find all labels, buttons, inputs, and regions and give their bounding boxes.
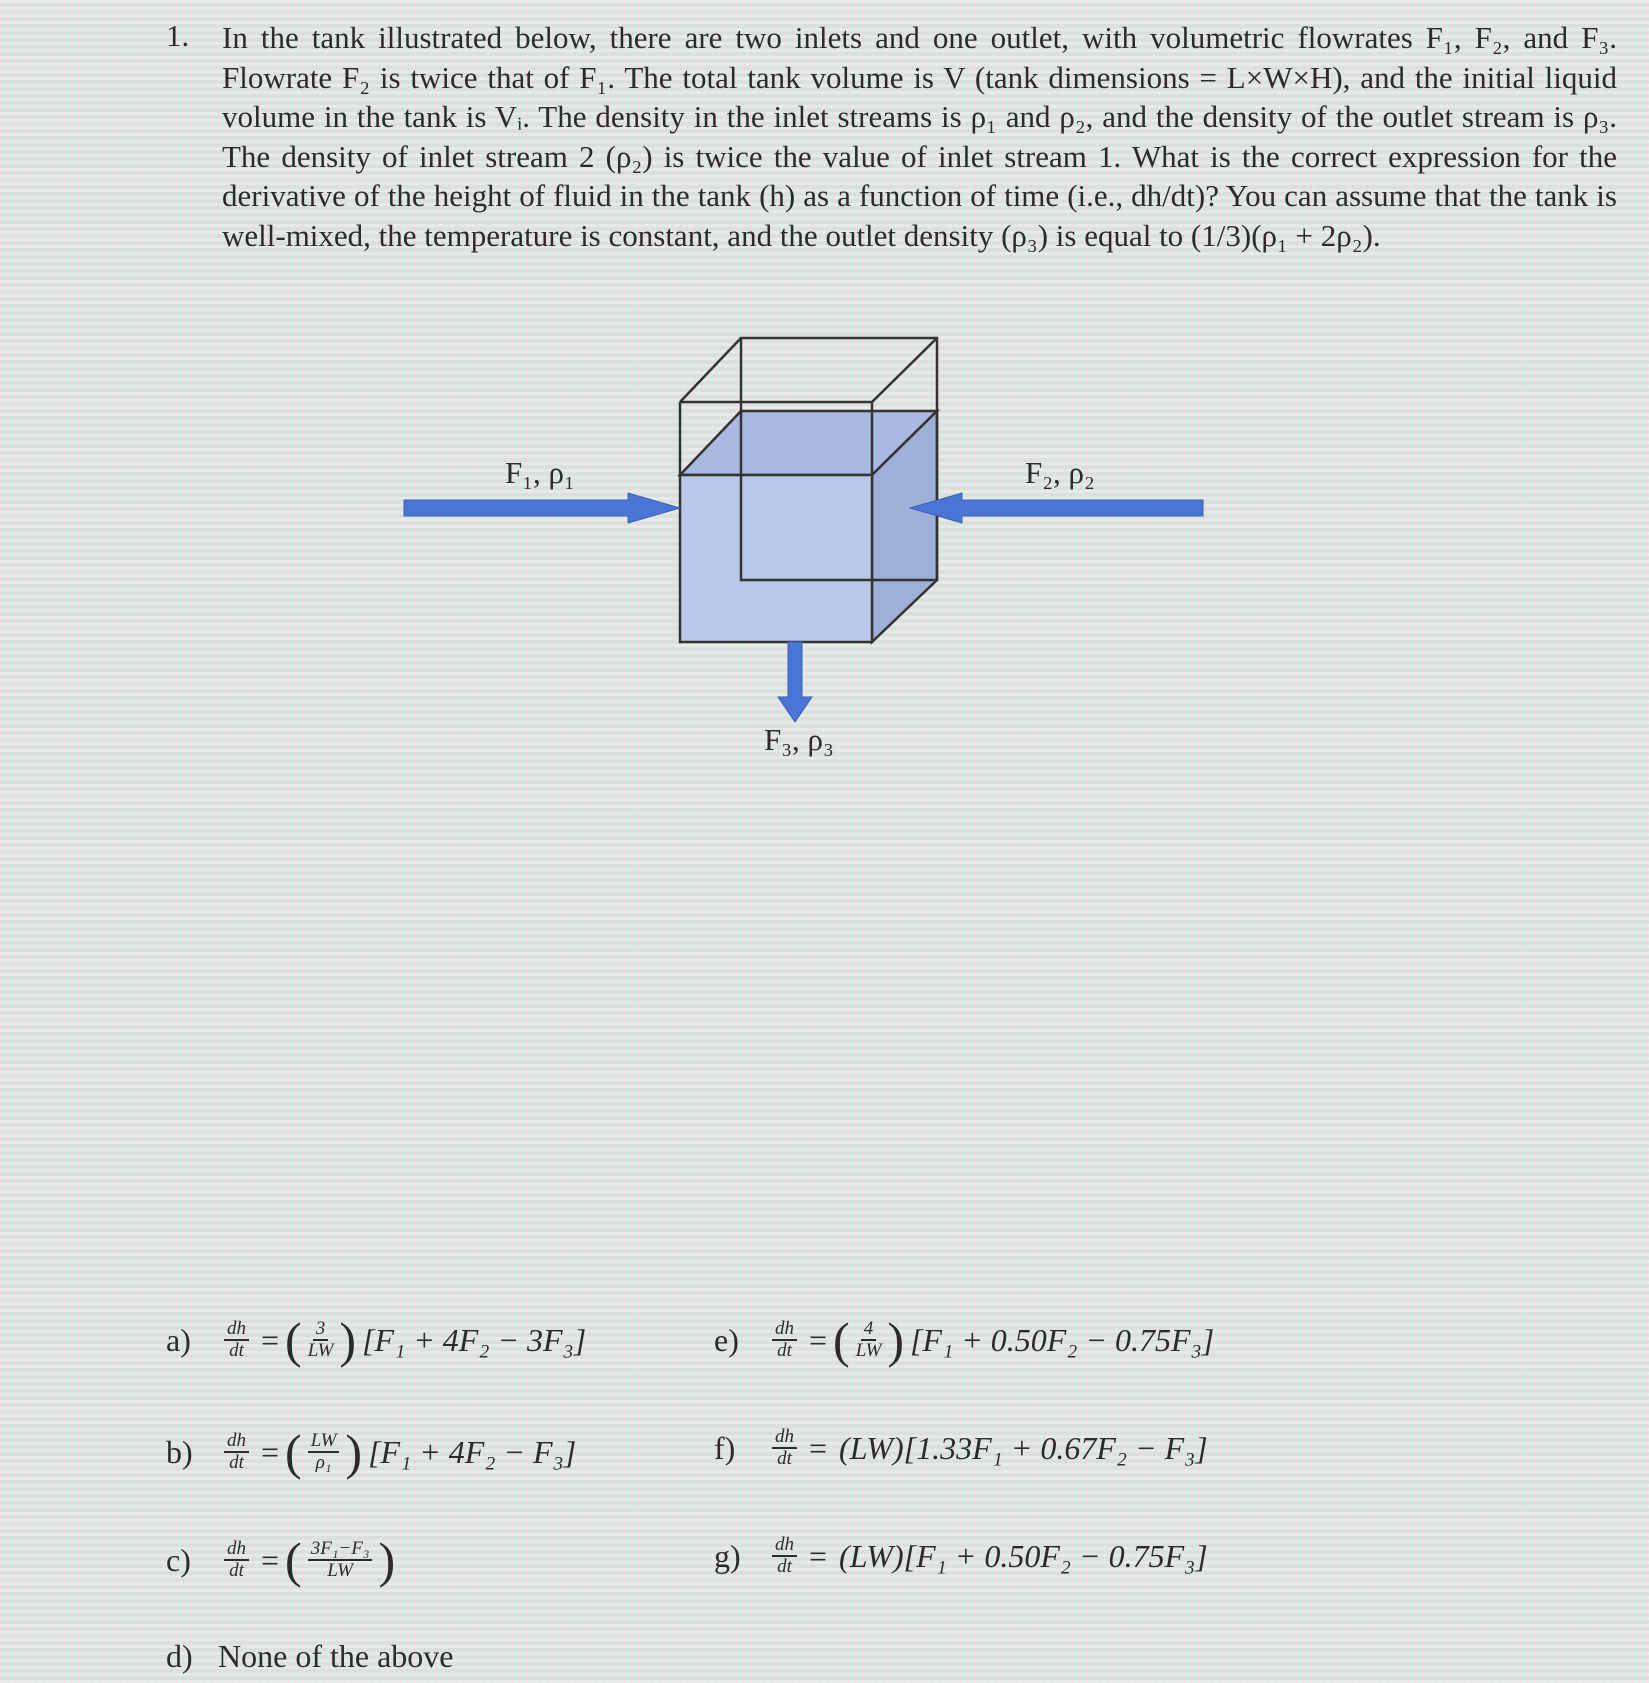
lhs-fraction: $\frac{dh}{dt}$ [224,1431,249,1473]
inlet2-arrow [910,493,1203,523]
lhs-fraction: $\frac{dh}{dt}$ [772,1427,797,1469]
coefficient: $\frac{4}{LW}$ [855,1318,882,1361]
question-number: 1. [166,18,190,53]
option-letter: e) [714,1321,739,1358]
lhs-fraction: $\frac{dh}{dt}$ [224,1539,249,1581]
option-text: None of the above [218,1638,454,1674]
question-text: In the tank illustrated below, there are two inlets and one outlet, with volumetric flowrates F₁, F₂, and F₃. Flowrate F₂ is twice that of F₁. The total tank volume is V (tank dimensions = L×W×H), and the initial liquid volume in the tank is Vᵢ. The density in the inlet streams is ρ₁ and ρ₂, and the density of the outlet stream is ρ₃. The density of inlet stream 2 (ρ₂) is twice the value of inlet stream 1. What is the correct expression for the derivative of the height of fluid in the tank (h) as a function of time (i.e., dh/dt)? You can assume that the tank is well-mixed, the temperature is constant, and the outlet density (ρ₃) is equal to (1/3)(ρ₁ + 2ρ₂). [222,20,1617,253]
coefficient: $\frac{\text{3F₁−F₃}}{LW}$ [308,1539,373,1581]
option-expression: [F₁ + 4F₂ − 3F₃] [362,1321,587,1358]
option-expression: [F₁ + 0.50F₂ − 0.75F₃] [910,1321,1215,1358]
outlet-arrow [778,642,812,722]
option-expression: (LW)[F₁ + 0.50F₂ − 0.75F₃] [839,1537,1208,1574]
option-expression: [F₁ + 4F₂ − F₃] [368,1433,577,1470]
inlet1-arrow [404,493,680,523]
option-c[interactable]: c) $\frac{dh}{dt}$ = ( $\frac{\text{3F₁−F₃}}{LW}$ ) [166,1532,396,1588]
option-d[interactable] [166,1638,453,1675]
tank-front-face [680,475,872,642]
option-letter: c) [166,1541,191,1578]
option-letter: g) [714,1537,741,1574]
inlet1-label: F₁, ρ₁ [505,455,575,490]
coefficient: $\frac{LW}{\text{ρ₁}}$ [308,1431,340,1473]
lhs-fraction: $\frac{dh}{dt}$ [224,1319,249,1361]
option-a[interactable]: a) $\frac{dh}{dt}$ = ( $\frac{3}{LW}$ ) [F₁ + 4F₂ − 3F₃] [166,1312,587,1368]
option-letter: a) [166,1321,191,1358]
option-letter: d) [166,1638,193,1674]
inlet2-label: F₂, ρ₂ [1025,455,1095,490]
option-letter: f) [714,1429,736,1466]
lhs-fraction: $\frac{dh}{dt}$ [772,1319,797,1361]
outlet-label: F₃, ρ₃ [764,722,834,757]
option-letter: b) [166,1433,193,1470]
coefficient: $\frac{3}{LW}$ [307,1318,334,1361]
option-expression: (LW)[1.33F₁ + 0.67F₂ − F₃] [839,1429,1208,1466]
lhs-fraction: $\frac{dh}{dt}$ [772,1535,797,1577]
option-e[interactable]: e) $\frac{dh}{dt}$ = ( $\frac{4}{LW}$ ) [F₁ + 0.50F₂ − 0.75F₃] [714,1312,1215,1368]
option-b[interactable]: b) $\frac{dh}{dt}$ = ( $\frac{LW}{\text{ρ₁}}$ ) [F₁ + 4F₂ − F₃] [166,1424,577,1480]
option-g[interactable]: g) $\frac{dh}{dt}$ = (LW)[F₁ + 0.50F₂ − 0.75F₃] [714,1534,1208,1577]
option-f[interactable]: f) $\frac{dh}{dt}$ = (LW)[1.33F₁ + 0.67F₂ − F₃] [714,1426,1208,1469]
